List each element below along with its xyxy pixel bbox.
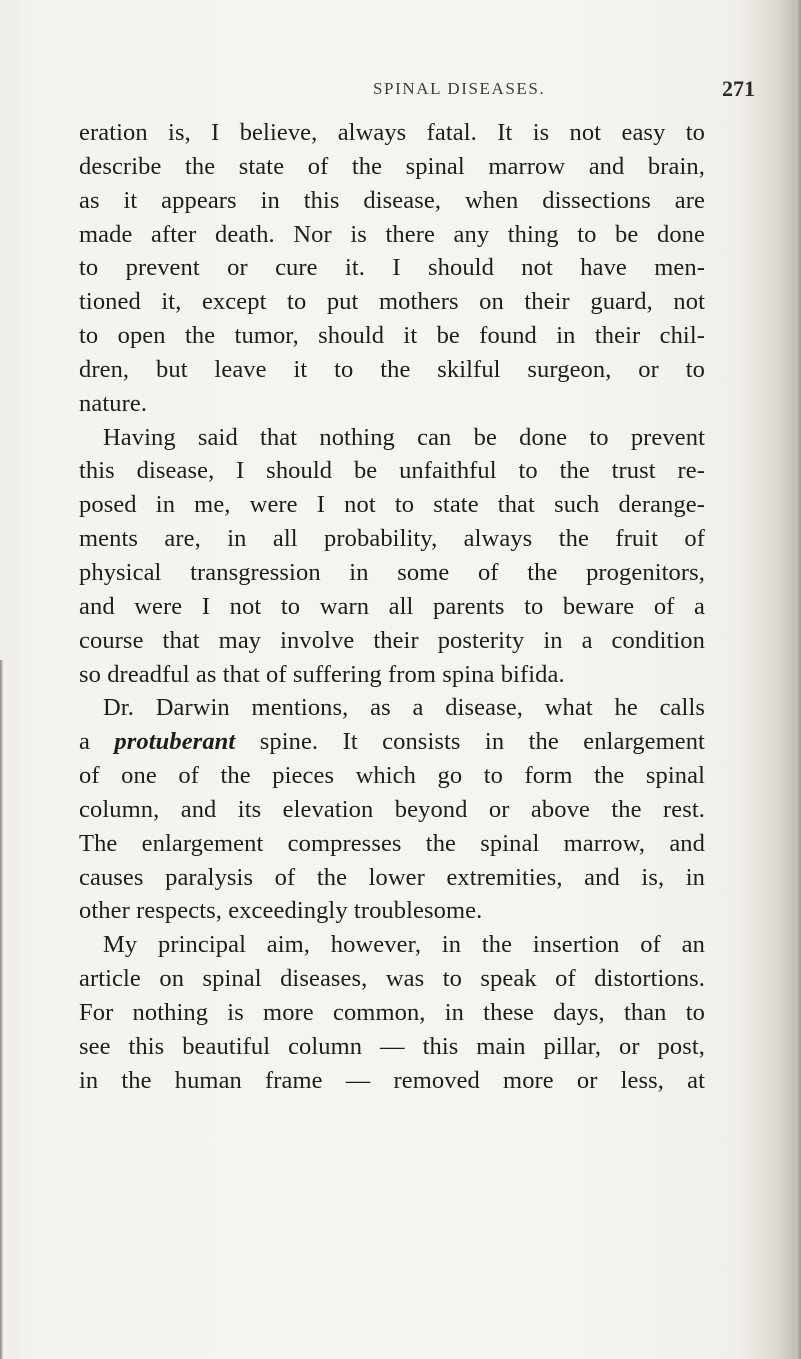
text-line: dren, but leave it to the skilful surgeon, or to [79, 355, 705, 383]
text-line: tioned it, except to put mothers on their guard, not [79, 288, 705, 316]
page-number: 271 [722, 76, 755, 101]
running-title: SPINAL DISEASES. [373, 79, 546, 98]
body-text [79, 116, 705, 1097]
text-line-remainder: spine. It consists in the enlargement [259, 728, 705, 756]
text-line: made after death. Nor is there any thing to be done [79, 220, 705, 248]
text-line: in the human frame — removed more or less, at [79, 1066, 705, 1094]
text-line: course that may involve their posterity in a condition [79, 626, 705, 654]
text-line: The enlargement compresses the spinal marrow, and [79, 829, 705, 857]
paragraph-start-line: My principal aim, however, in the insertion of an [103, 931, 705, 959]
text-line: posed in me, were I not to state that such derange- [79, 491, 705, 519]
emphasis-prefix: a [79, 728, 90, 756]
italic-term: protuberant [114, 728, 236, 756]
text-line: ments are, in all probability, always the fruit of [79, 525, 705, 553]
text-line: nature. [79, 389, 148, 417]
text-line: of one of the pieces which go to form the spinal [79, 762, 705, 790]
running-head [0, 76, 801, 109]
paragraph-start-line: Having said that nothing can be done to prevent [103, 423, 705, 451]
text-line: causes paralysis of the lower extremities, and is, in [79, 863, 705, 891]
page-edge-shadow [795, 0, 801, 1359]
text-line: this disease, I should be unfaithful to the trust re- [79, 457, 705, 485]
gutter-shadow [0, 660, 3, 1359]
paragraph-start-line: Dr. Darwin mentions, as a disease, what he calls [103, 694, 705, 722]
text-line: and were I not to warn all parents to beware of a [79, 592, 705, 620]
text-line: For nothing is more common, in these days, than to [79, 998, 705, 1026]
text-line: column, and its elevation beyond or above the rest. [79, 795, 705, 823]
text-line: physical transgression in some of the progenitors, [79, 558, 705, 586]
text-line: other respects, exceedingly troublesome. [79, 897, 483, 925]
text-line: to prevent or cure it. I should not have men- [79, 254, 705, 282]
text-line: describe the state of the spinal marrow and brain, [79, 152, 705, 180]
text-line: as it appears in this disease, when dissections are [79, 186, 705, 214]
text-line: see this beautiful column — this main pillar, or post, [79, 1032, 705, 1060]
text-line: so dreadful as that of suffering from spina bifida. [79, 660, 565, 688]
text-line-with-emphasis [79, 725, 705, 759]
text-line: article on spinal diseases, was to speak of distortions. [79, 965, 705, 993]
text-line: eration is, I believe, always fatal. It is not easy to [79, 119, 705, 146]
text-line: to open the tumor, should it be found in their chil- [79, 322, 705, 350]
